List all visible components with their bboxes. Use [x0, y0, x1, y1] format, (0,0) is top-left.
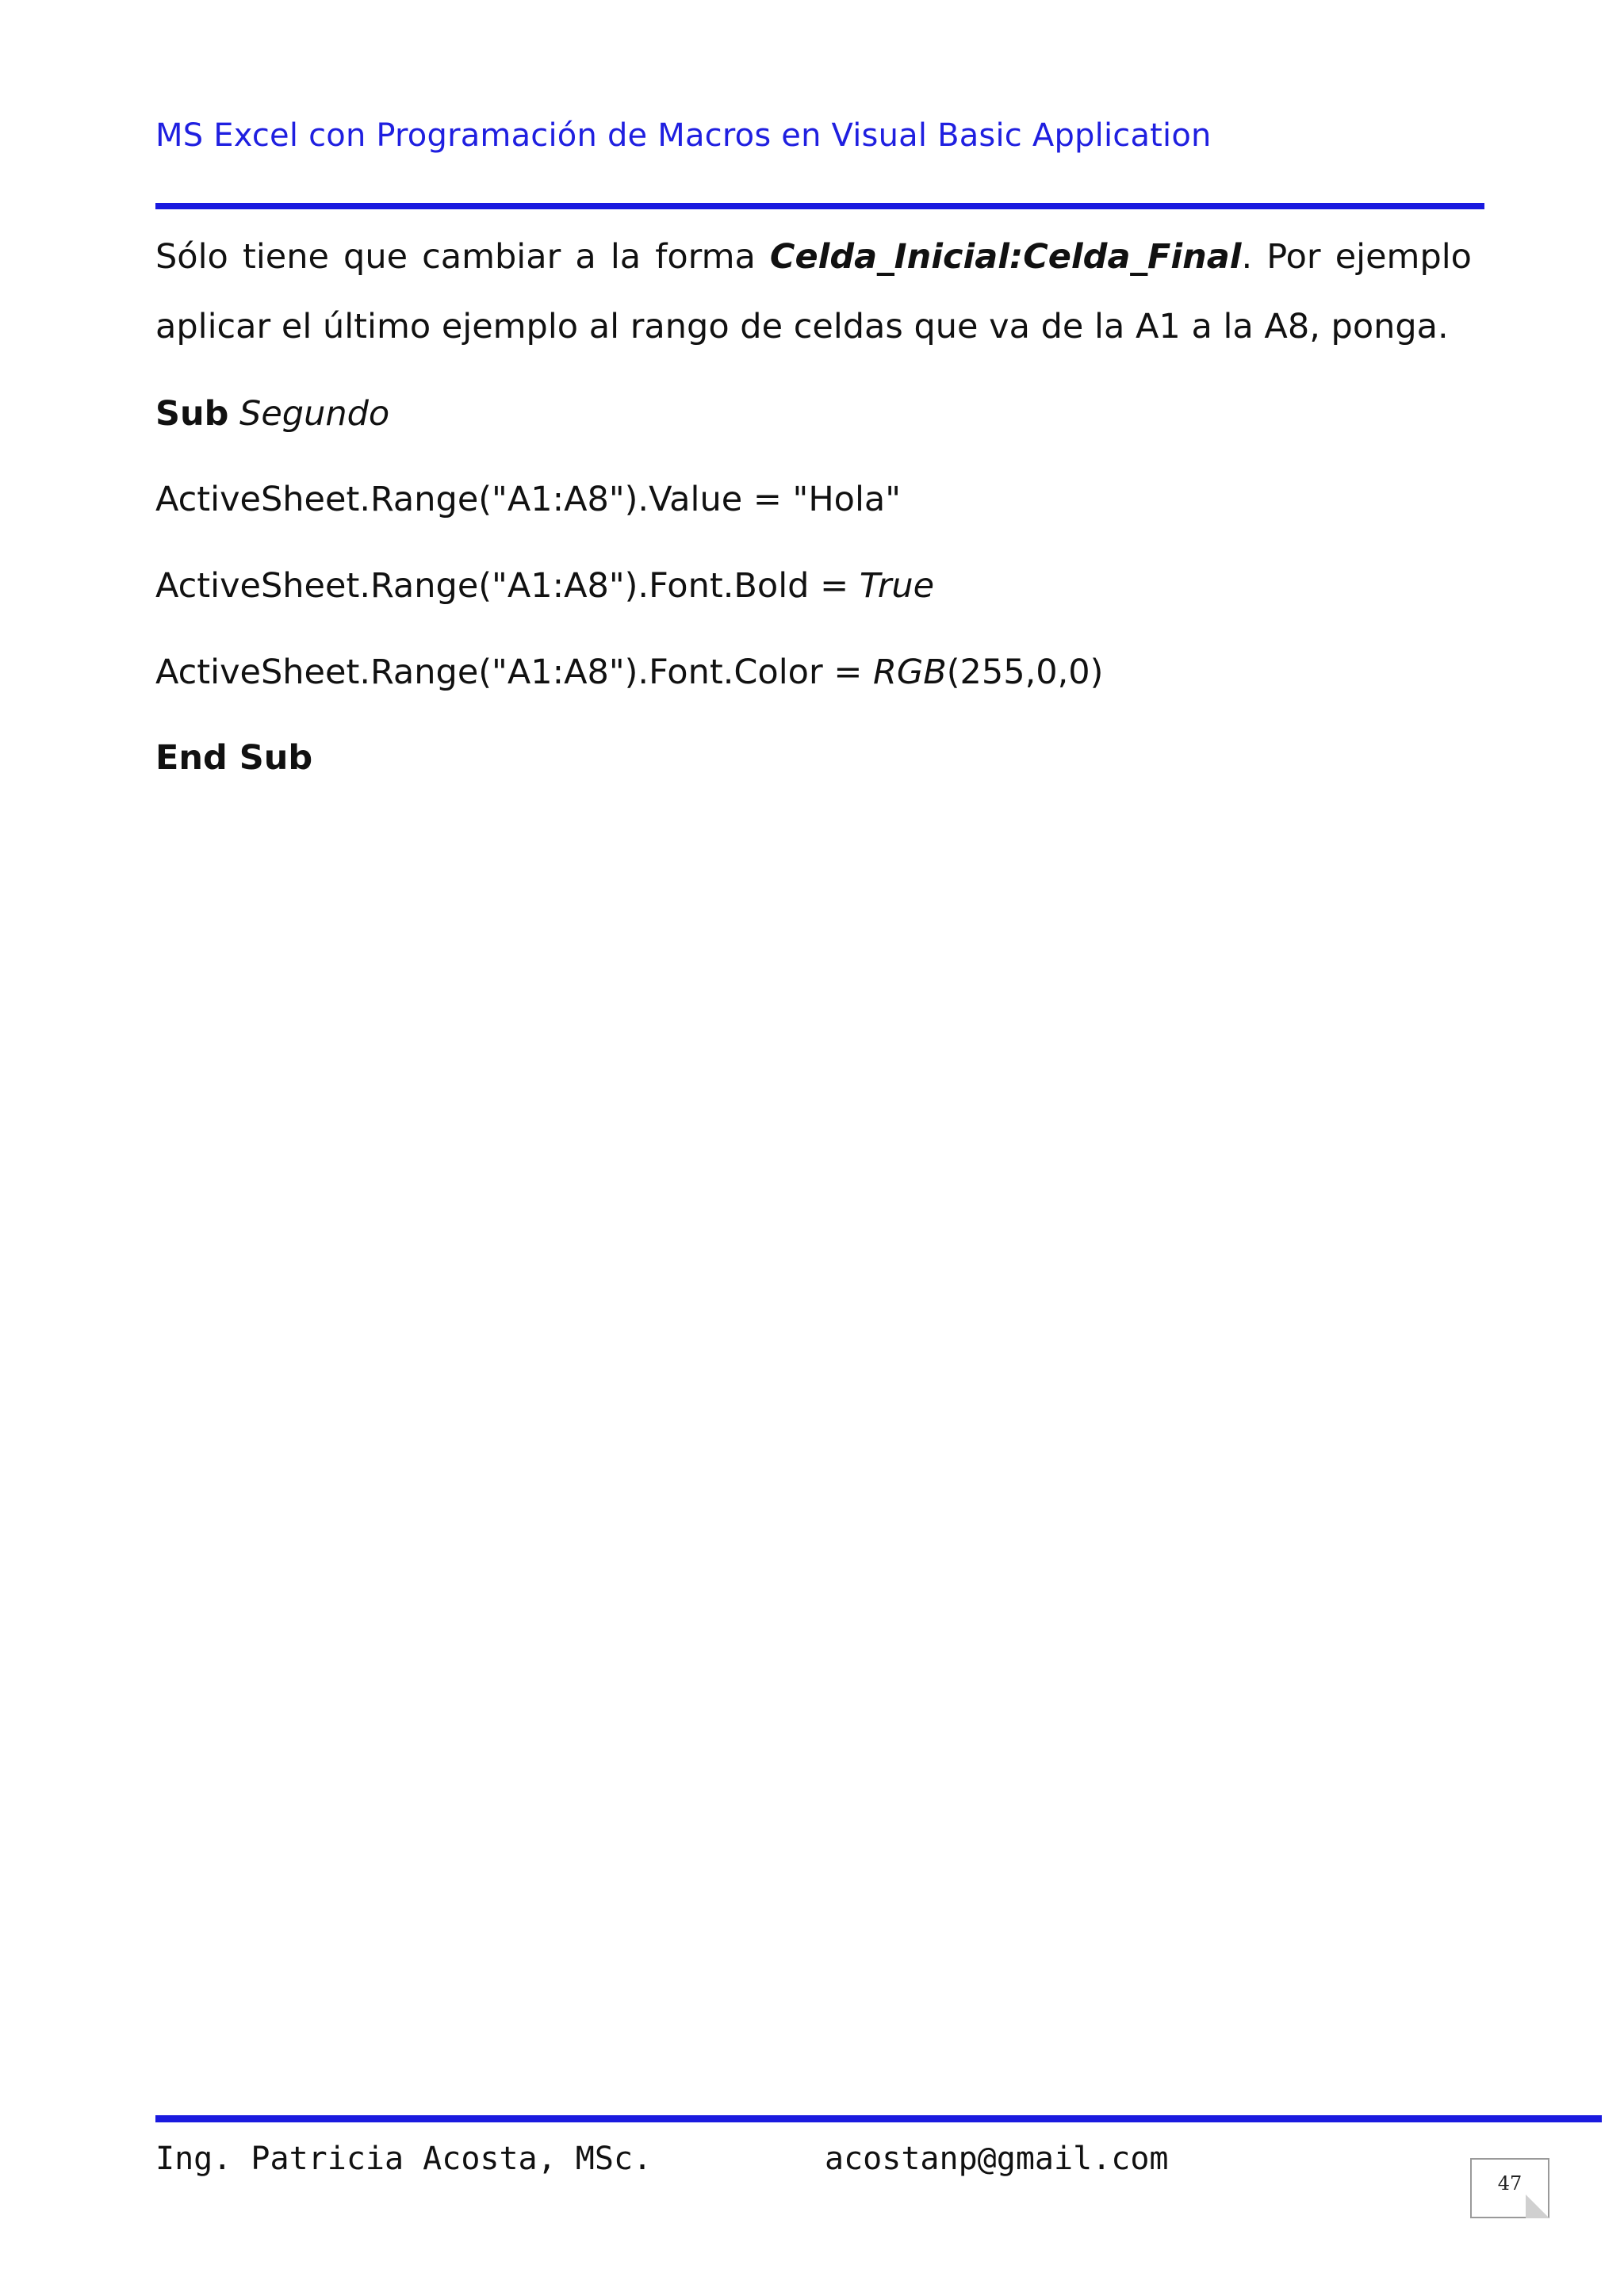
footer-email: acostanp@gmail.com: [825, 2141, 1169, 2177]
sub-name: Segundo: [239, 394, 390, 434]
code-line-color-function: RGB: [873, 652, 947, 692]
code-line-color-prefix: ActiveSheet.Range("A1:A8").Font.Color =: [155, 652, 874, 692]
footer-divider: [155, 2115, 1602, 2122]
page-number: 47: [1497, 2172, 1522, 2195]
paragraph-emphasis: Celda_Inicial:Celda_Final: [769, 237, 1242, 277]
code-line-bold: [155, 551, 934, 621]
header-divider: [155, 203, 1484, 209]
paragraph-text-end: . Por ejemplo aplicar el último ejemplo al rango de celdas que va de la A1 a la A8, ponga.: [155, 237, 1472, 346]
sub-keyword: Sub: [155, 394, 229, 434]
code-line-bold-prefix: ActiveSheet.Range("A1:A8").Font.Bold =: [155, 566, 860, 606]
header-title: MS Excel con Programación de Macros en Visual Basic Application: [155, 117, 1212, 154]
code-sub-line: [155, 379, 389, 449]
code-line-color-args: (255,0,0): [946, 652, 1104, 692]
page-curl-icon: [1526, 2195, 1549, 2218]
code-line-bold-value: True: [859, 566, 935, 606]
paragraph-text-start: Sólo tiene que cambiar a la forma: [155, 237, 770, 277]
code-line-value: ActiveSheet.Range("A1:A8").Value = "Hola": [155, 480, 902, 519]
code-line-color: [155, 637, 1103, 707]
page-number-badge: [1470, 2158, 1549, 2218]
end-sub-line: End Sub: [155, 738, 313, 778]
intro-paragraph: [155, 222, 1472, 362]
footer-author: Ing. Patricia Acosta, MSc.: [155, 2141, 653, 2177]
